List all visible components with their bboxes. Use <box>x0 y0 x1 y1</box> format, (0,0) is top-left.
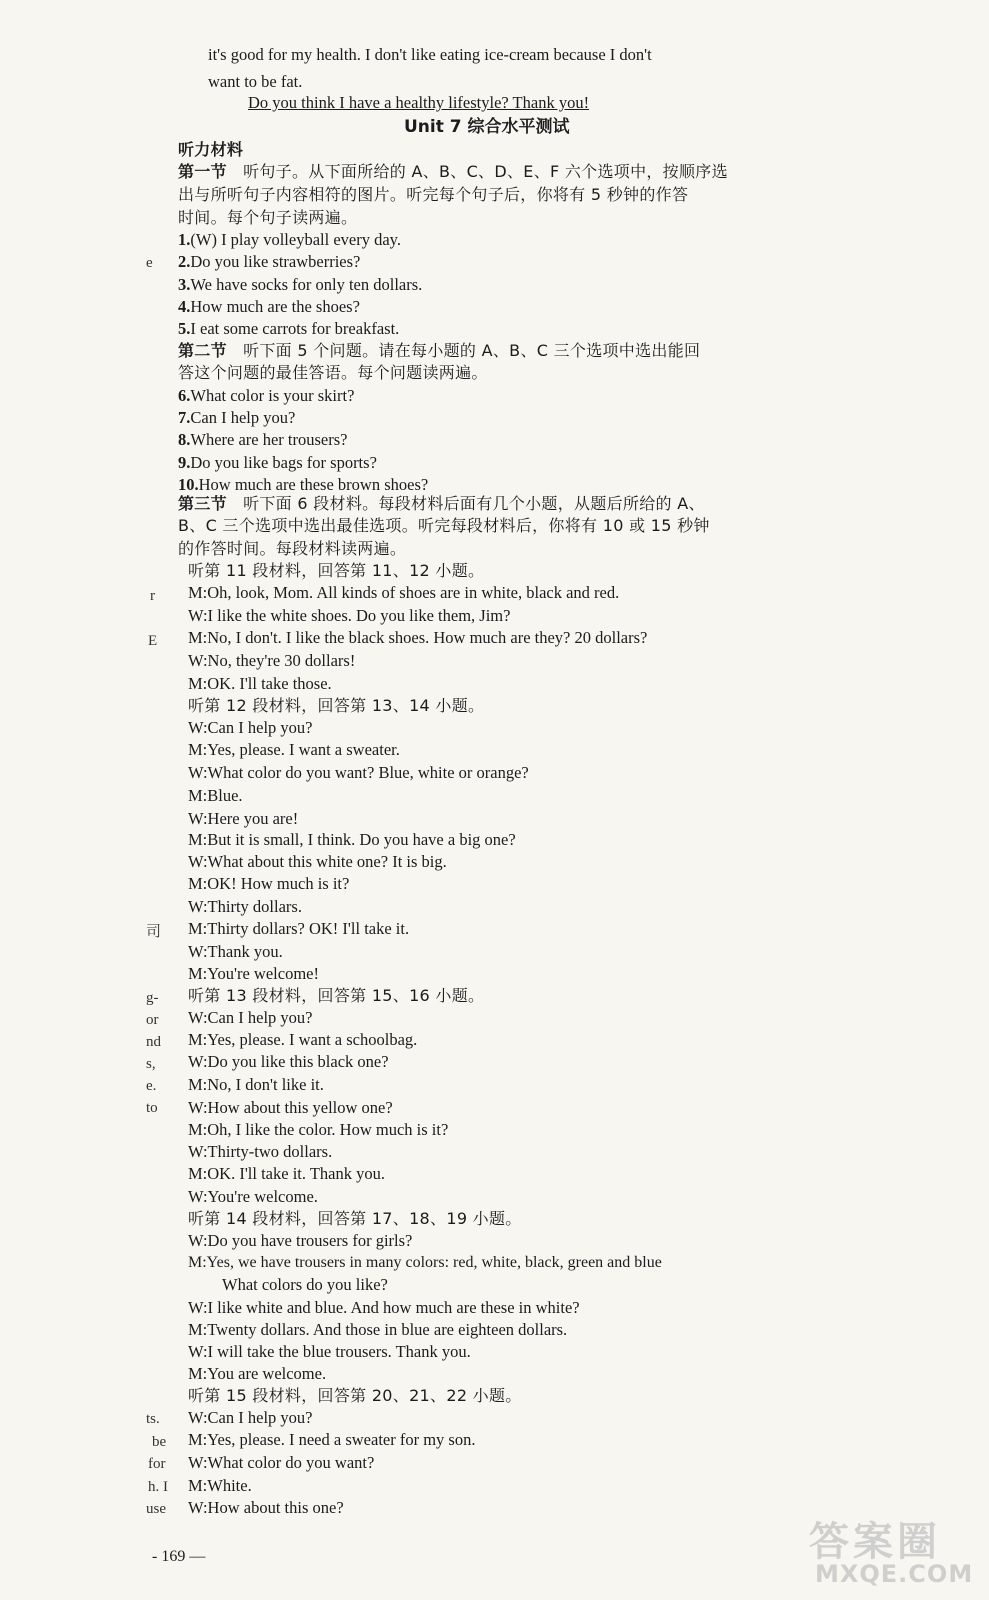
margin-fragment: r <box>150 588 155 604</box>
margin-fragment: e. <box>146 1078 157 1094</box>
section3-label: 第三节 <box>178 494 227 513</box>
section2-instruction-line: 答这个问题的最佳答语。每个问题读两遍。 <box>178 363 488 382</box>
margin-fragment: ts. <box>146 1411 160 1427</box>
question-item: 5.I eat some carrots for breakfast. <box>178 319 400 338</box>
dialogue-line: W:I like white and blue. And how much are these in white? <box>188 1298 580 1317</box>
dialogue-line: W:I will take the blue trousers. Thank you. <box>188 1342 471 1361</box>
dialogue-line: M:OK. I'll take it. Thank you. <box>188 1164 385 1183</box>
margin-fragment: g- <box>146 990 159 1006</box>
intro-line: it's good for my health. I don't like eating ice-cream because I don't <box>208 45 652 64</box>
dialogue-line: M:Thirty dollars? OK! I'll take it. <box>188 919 410 938</box>
watermark-logo <box>781 1510 981 1594</box>
dialogue-line: M:Blue. <box>188 786 243 805</box>
intro-line: want to be fat. <box>208 72 303 91</box>
dialogue-line: M:No, I don't like it. <box>188 1075 324 1094</box>
dialogue-heading: 听第 15 段材料，回答第 20、21、22 小题。 <box>188 1386 522 1405</box>
dialogue-line: W:What about this white one? It is big. <box>188 852 447 871</box>
margin-fragment: E <box>148 633 158 649</box>
dialogue-line: W:Can I help you? <box>188 718 313 737</box>
dialogue-line: W:Can I help you? <box>188 1008 313 1027</box>
question-item: 4.How much are the shoes? <box>178 297 360 316</box>
question-item: 9.Do you like bags for sports? <box>178 453 377 472</box>
question-item: 6.What color is your skirt? <box>178 386 355 405</box>
listening-heading: 听力材料 <box>178 140 244 159</box>
dialogue-heading: 听第 11 段材料，回答第 11、12 小题。 <box>188 561 485 580</box>
question-item: 3.We have socks for only ten dollars. <box>178 275 423 294</box>
dialogue-line: M:Oh, look, Mom. All kinds of shoes are in white, black and red. <box>188 583 620 602</box>
dialogue-line: W:How about this one? <box>188 1498 344 1517</box>
intro-closing: Do you think I have a healthy lifestyle? Thank you! <box>248 93 590 112</box>
dialogue-line: W:Do you like this black one? <box>188 1052 389 1071</box>
page-number: - 169 — <box>152 1548 206 1565</box>
dialogue-line: What colors do you like? <box>222 1275 388 1294</box>
dialogue-line: W:What color do you want? <box>188 1453 375 1472</box>
section2-instruction: 第二节 听下面 5 个问题。请在每小题的 A、B、C 三个选项中选出能回 <box>178 341 701 360</box>
dialogue-line: M:Yes, please. I want a schoolbag. <box>188 1030 418 1049</box>
dialogue-line: M:You are welcome. <box>188 1364 327 1383</box>
dialogue-line: M:Yes, please. I want a sweater. <box>188 740 400 759</box>
margin-fragment: to <box>146 1100 158 1116</box>
margin-fragment: be <box>152 1434 167 1450</box>
question-item: 10.How much are these brown shoes? <box>178 475 429 494</box>
dialogue-line: M:Twenty dollars. And those in blue are eighteen dollars. <box>188 1320 568 1339</box>
dialogue-line: W:No, they're 30 dollars! <box>188 651 356 670</box>
dialogue-line: W:What color do you want? Blue, white or orange? <box>188 763 529 782</box>
dialogue-line: W:I like the white shoes. Do you like them, Jim? <box>188 606 511 625</box>
question-item: 1.(W) I play volleyball every day. <box>178 230 401 249</box>
section3-instruction: 第三节 听下面 6 段材料。每段材料后面有几个小题，从题后所给的 A、 <box>178 494 705 513</box>
dialogue-line: M:You're welcome! <box>188 964 319 983</box>
section3-instruction-line: 的作答时间。每段材料读两遍。 <box>178 539 407 558</box>
dialogue-line: W:You're welcome. <box>188 1187 318 1206</box>
margin-fragment: for <box>148 1456 166 1472</box>
dialogue-line: W:Thirty-two dollars. <box>188 1142 333 1161</box>
margin-fragment: use <box>146 1501 166 1517</box>
dialogue-heading: 听第 13 段材料，回答第 15、16 小题。 <box>188 986 485 1005</box>
dialogue-heading: 听第 14 段材料，回答第 17、18、19 小题。 <box>188 1209 522 1228</box>
section1-instruction-line: 出与所听句子内容相符的图片。听完每个句子后，你将有 5 秒钟的作答 <box>178 185 689 204</box>
margin-fragment: s, <box>146 1056 156 1072</box>
margin-fragment: e <box>146 255 153 271</box>
section3-instruction-line: B、C 三个选项中选出最佳选项。听完每段材料后，你将有 10 或 15 秒钟 <box>178 516 710 535</box>
dialogue-line: M:White. <box>188 1476 252 1495</box>
dialogue-line: M:OK! How much is it? <box>188 874 350 893</box>
dialogue-line: W:Can I help you? <box>188 1408 313 1427</box>
section2-label: 第二节 <box>178 341 227 360</box>
margin-fragment: 司 <box>146 924 162 940</box>
watermark-bottom: MXQE.COM <box>815 1560 974 1588</box>
section1-label: 第一节 <box>178 162 227 181</box>
unit-title: Unit 7 综合水平测试 <box>404 117 570 137</box>
section1-instruction: 第一节 听句子。从下面所给的 A、B、C、D、E、F 六个选项中，按顺序选 <box>178 162 728 181</box>
dialogue-line: M:Yes, we have trousers in many colors: red, white, black, green and blue <box>188 1254 662 1271</box>
margin-fragment: h. I <box>148 1479 168 1495</box>
section1-instruction-line: 时间。每个句子读两遍。 <box>178 208 358 227</box>
question-item: 8.Where are her trousers? <box>178 430 348 449</box>
dialogue-line: M:Yes, please. I need a sweater for my son. <box>188 1430 476 1449</box>
question-item: 7.Can I help you? <box>178 408 296 427</box>
question-item: 2.Do you like strawberries? <box>178 252 361 271</box>
dialogue-line: M:No, I don't. I like the black shoes. How much are they? 20 dollars? <box>188 628 648 647</box>
watermark-top: 答案圈 <box>809 1519 941 1565</box>
dialogue-line: W:Thirty dollars. <box>188 897 302 916</box>
dialogue-line: W:How about this yellow one? <box>188 1098 393 1117</box>
dialogue-line: M:Oh, I like the color. How much is it? <box>188 1120 449 1139</box>
dialogue-line: M:But it is small, I think. Do you have a big one? <box>188 830 516 849</box>
dialogue-line: W:Do you have trousers for girls? <box>188 1231 413 1250</box>
dialogue-heading: 听第 12 段材料，回答第 13、14 小题。 <box>188 696 485 715</box>
dialogue-line: M:OK. I'll take those. <box>188 674 332 693</box>
dialogue-line: W:Thank you. <box>188 942 283 961</box>
margin-fragment: or <box>146 1012 159 1028</box>
margin-fragment: nd <box>146 1034 161 1050</box>
dialogue-line: W:Here you are! <box>188 809 299 828</box>
